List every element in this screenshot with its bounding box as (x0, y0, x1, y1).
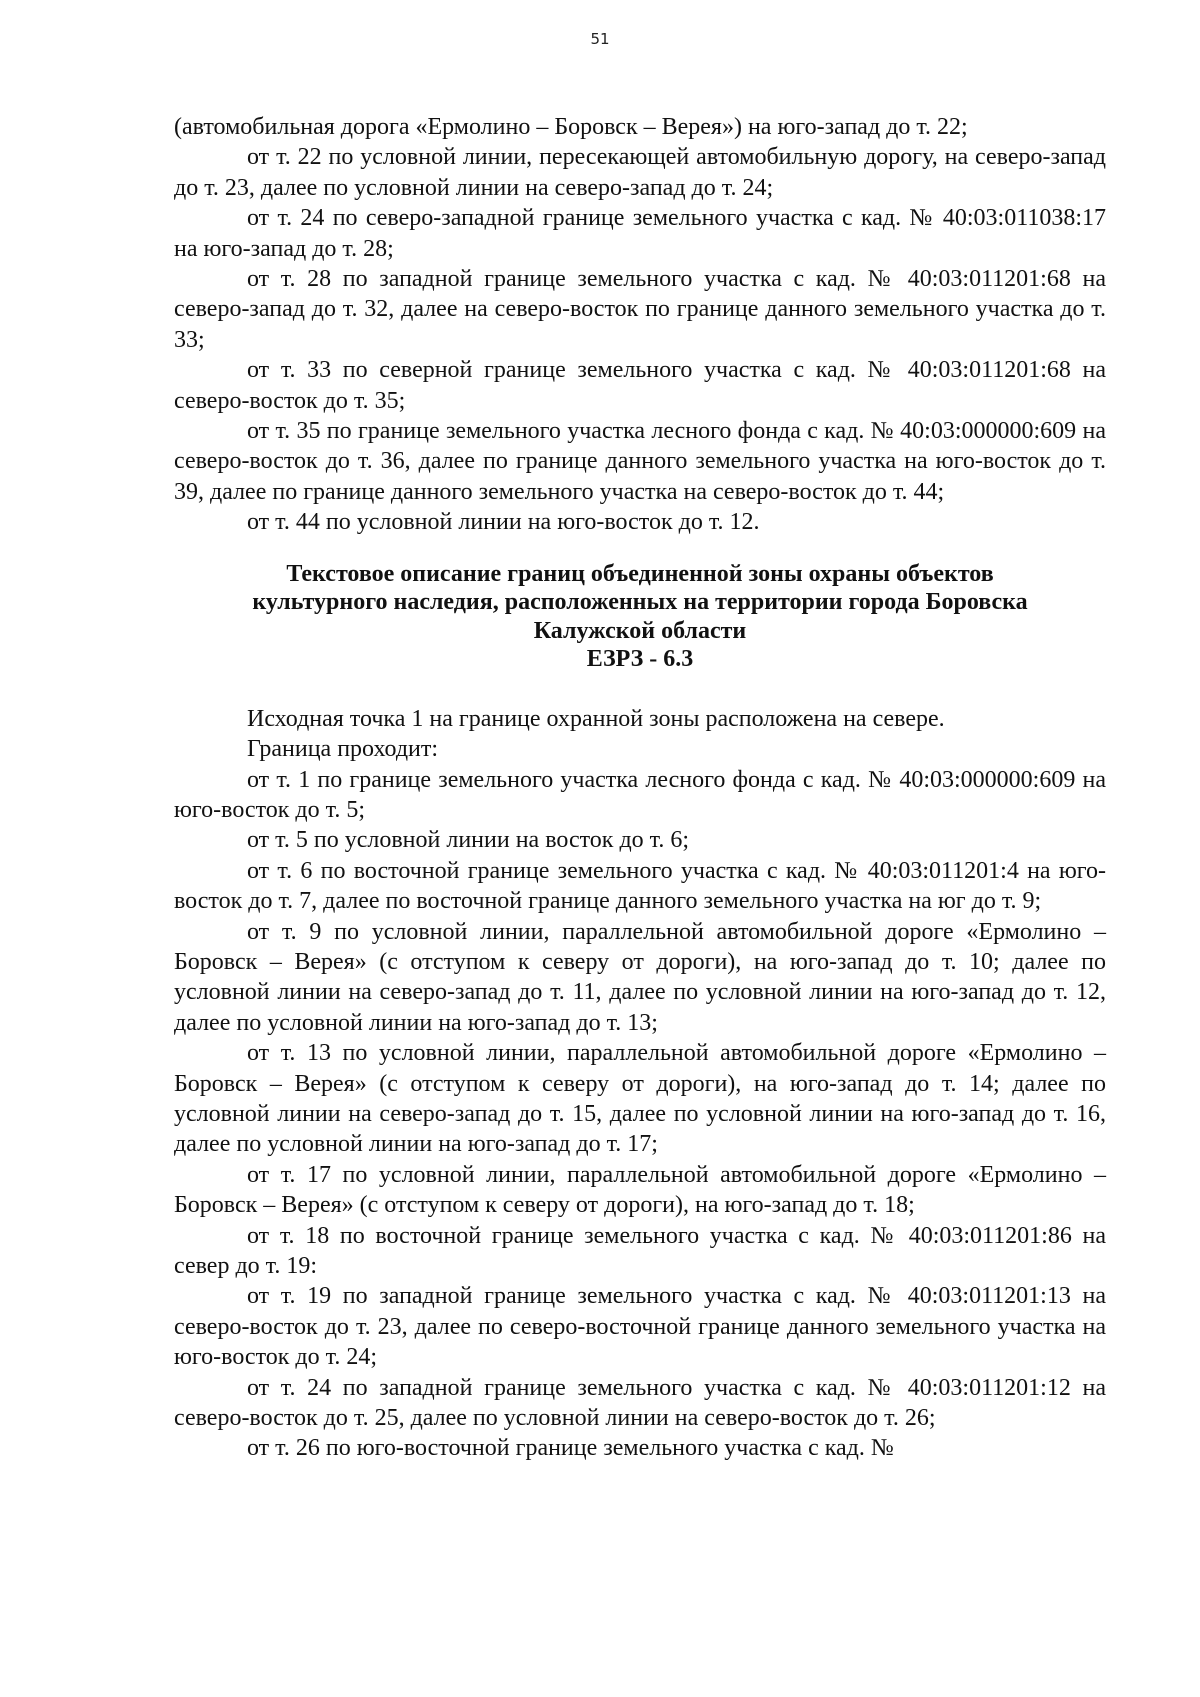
paragraph: от т. 9 по условной линии, параллельной автомобильной дороге «Ермолино – Боровск – Верея» (с отступом к северу от дороги), на юго-запад до т. 10; далее по условной линии на северо-запад до т. 11, далее по условной линии на юго-запад до т. 12, далее по условной линии на юго-запад до т. 13; (174, 918, 1106, 1036)
paragraph: Граница проходит: (247, 736, 439, 763)
paragraph: от т. 22 по условной линии, пересекающей автомобильную дорогу, на северо-запад до т. 23, далее по условной линии на северо-запад до т. 24; (174, 144, 1106, 201)
section-heading (174, 560, 1106, 674)
paragraph: от т. 5 по условной линии на восток до т. 6; (247, 827, 690, 854)
document-body (174, 112, 1106, 1464)
paragraph: от т. 17 по условной линии, параллельной автомобильной дороге «Ермолино – Боровск – Верея» (с отступом к северу от дороги), на юго-запад до т. 18; (174, 1161, 1106, 1219)
heading-code: ЕЗРЗ - 6.3 (586, 646, 694, 673)
page-number: 51 (590, 30, 610, 48)
paragraph: от т. 24 по северо-западной границе земельного участка с кад. № 40:03:011038:17 на юго-запад до т. 28; (174, 205, 1106, 262)
paragraph: от т. 18 по восточной границе земельного участка с кад. № 40:03:011201:86 на север до т. 19: (174, 1222, 1106, 1279)
paragraph: от т. 1 по границе земельного участка лесного фонда с кад. № 40:03:000000:609 на юго-восток до т. 5; (174, 766, 1106, 823)
paragraph: от т. 33 по северной границе земельного участка с кад. № 40:03:011201:68 на северо-восток до т. 35; (174, 357, 1106, 414)
paragraph: Исходная точка 1 на границе охранной зоны расположена на севере. (247, 705, 945, 732)
paragraph: (автомобильная дорога «Ермолино – Боровск – Верея») на юго-запад до т. 22; (174, 114, 968, 140)
paragraph: от т. 44 по условной линии на юго-восток до т. 12. (247, 509, 760, 536)
paragraph: от т. 19 по западной границе земельного участка с кад. № 40:03:011201:13 на северо-восток до т. 23, далее по северо-восточной границе данного земельного участка на юго-восток до т. 24; (174, 1283, 1106, 1371)
heading-line: Текстовое описание границ объединенной зоны охраны объектов (286, 560, 994, 587)
heading-line: Калужской области (533, 617, 747, 644)
paragraph: от т. 28 по западной границе земельного участка с кад. № 40:03:011201:68 на северо-запад до т. 32, далее на северо-восток по границе данного земельного участка до т. 33; (174, 266, 1106, 353)
paragraph: от т. 26 по юго-восточной границе земельного участка с кад. № (247, 1435, 894, 1462)
paragraph: от т. 35 по границе земельного участка лесного фонда с кад. № 40:03:000000:609 на северо-восток до т. 36, далее по границе данного земельного участка на юго-восток до т. 39, далее по границе данного земельного участка на северо-восток до т. 44; (174, 418, 1106, 505)
paragraph: от т. 6 по восточной границе земельного участка с кад. № 40:03:011201:4 на юго-восток до т. 7, далее по восточной границе данного земельного участка на юг до т. 9; (174, 857, 1106, 915)
paragraph: от т. 13 по условной линии, параллельной автомобильной дороге «Ермолино – Боровск – Верея» (с отступом к северу от дороги), на юго-запад до т. 14; далее по условной линии на северо-запад до т. 15, далее по условной линии на юго-запад до т. 16, далее по условной линии на юго-запад до т. 17; (174, 1040, 1106, 1158)
paragraph: от т. 24 по западной границе земельного участка с кад. № 40:03:011201:12 на северо-восток до т. 25, далее по условной линии на северо-восток до т. 26; (174, 1374, 1106, 1432)
heading-line: культурного наследия, расположенных на территории города Боровска (252, 589, 1028, 616)
